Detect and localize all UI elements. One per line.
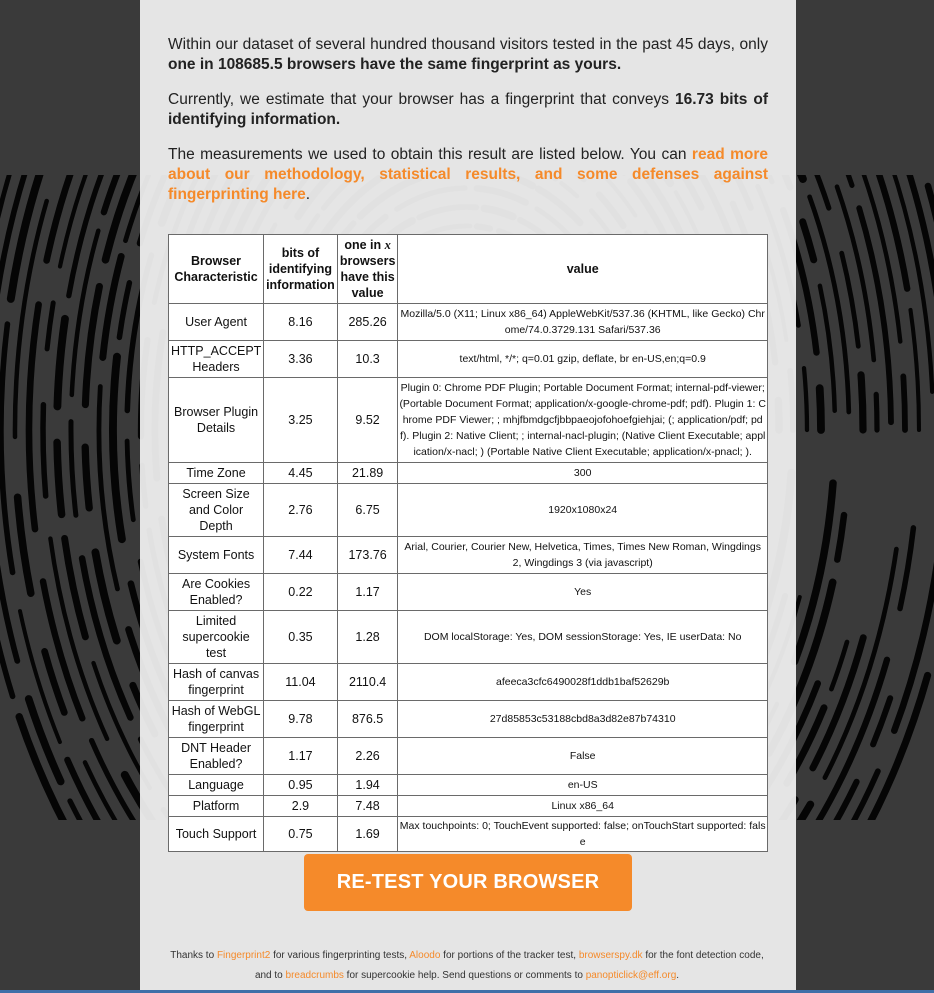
- methodology-paragraph: [168, 145, 768, 205]
- bits-cell: 2.9: [264, 796, 338, 817]
- methodology-text: The measurements we used to obtain this result are listed below. You can: [168, 146, 692, 163]
- bits-cell: 0.95: [264, 775, 338, 796]
- header-one-in: [337, 235, 398, 304]
- one-in-cell: 285.26: [337, 304, 398, 341]
- bits-cell: 9.78: [264, 701, 338, 738]
- bits-cell: 0.75: [264, 817, 338, 852]
- fingerprint-ridge: [876, 394, 877, 430]
- methodology-period: .: [305, 186, 311, 203]
- footer-text: for portions of the tracker test,: [440, 950, 579, 961]
- bits-cell: 2.76: [264, 484, 338, 537]
- fingerprint-ridge: [903, 376, 905, 430]
- bits-cell: 3.36: [264, 341, 338, 378]
- header-one-in-pre: one in: [344, 238, 385, 252]
- characteristic-cell: Language: [169, 775, 264, 796]
- one-in-cell: 1.28: [337, 611, 398, 664]
- bits-cell: 3.25: [264, 378, 338, 463]
- bits-result: 16.73 bits of identifying information.: [168, 91, 768, 128]
- table-row: [169, 611, 768, 664]
- characteristic-cell: Hash of WebGL fingerprint: [169, 701, 264, 738]
- bits-text: Currently, we estimate that your browser has a fingerprint that conveys: [168, 91, 675, 108]
- header-bits: bits of identifying information: [264, 235, 338, 304]
- table-row: [169, 775, 768, 796]
- table-header-row: [169, 235, 768, 304]
- value-cell: 27d85853c53188cbd8a3d82e87b74310: [398, 701, 768, 738]
- bits-cell: 4.45: [264, 463, 338, 484]
- breadcrumbs-link[interactable]: breadcrumbs: [285, 970, 344, 981]
- browserspy-link[interactable]: browserspy.dk: [578, 950, 643, 961]
- table-row: [169, 378, 768, 463]
- bits-cell: 1.17: [264, 738, 338, 775]
- characteristic-cell: Platform: [169, 796, 264, 817]
- bits-cell: 0.35: [264, 611, 338, 664]
- one-in-cell: 10.3: [337, 341, 398, 378]
- one-in-cell: 2110.4: [337, 664, 398, 701]
- footer-text: for the font detection code,: [642, 950, 764, 961]
- one-in-cell: 173.76: [337, 537, 398, 574]
- fingerprint-ridge: [85, 447, 89, 508]
- one-in-cell: 7.48: [337, 796, 398, 817]
- value-cell: Yes: [398, 574, 768, 611]
- fingerprint2-link[interactable]: Fingerprint2: [216, 950, 271, 961]
- characteristic-cell: Hash of canvas fingerprint: [169, 664, 264, 701]
- one-in-cell: 876.5: [337, 701, 398, 738]
- one-in-cell: 9.52: [337, 378, 398, 463]
- table-body: [169, 304, 768, 852]
- header-one-in-post: browsers have this value: [339, 254, 396, 300]
- footer-text: and to: [254, 970, 286, 981]
- table-row: [169, 664, 768, 701]
- characteristic-cell: Browser Plugin Details: [169, 378, 264, 463]
- footer-text: .: [676, 970, 680, 981]
- bits-cell: 7.44: [264, 537, 338, 574]
- uniqueness-text: Within our dataset of several hundred thousand visitors tested in the past 45 days, only: [168, 36, 768, 53]
- fingerprint-ridge: [820, 388, 821, 430]
- table-row: [169, 738, 768, 775]
- table-row: [169, 701, 768, 738]
- characteristic-cell: System Fonts: [169, 537, 264, 574]
- value-cell: Arial, Courier, Courier New, Helvetica, Times, Times New Roman, Wingdings 2, Wingdings 3 (via javascript): [398, 537, 768, 574]
- header-value: value: [398, 235, 768, 304]
- characteristic-cell: DNT Header Enabled?: [169, 738, 264, 775]
- header-one-in-x: x: [384, 238, 391, 252]
- characteristic-cell: Time Zone: [169, 463, 264, 484]
- bits-cell: 11.04: [264, 664, 338, 701]
- bits-cell: 0.22: [264, 574, 338, 611]
- value-cell: Mozilla/5.0 (X11; Linux x86_64) AppleWebKit/537.36 (KHTML, like Gecko) Chrome/74.0.3729.131 Safari/537.36: [398, 304, 768, 341]
- value-cell: afeeca3cfc6490028f1ddb1baf52629b: [398, 664, 768, 701]
- credits-footer: [150, 946, 784, 986]
- characteristic-cell: HTTP_ACCEPT Headers: [169, 341, 264, 378]
- retest-button[interactable]: RE-TEST YOUR BROWSER: [304, 854, 632, 911]
- characteristic-cell: User Agent: [169, 304, 264, 341]
- uniqueness-result: one in 108685.5 browsers have the same fingerprint as yours.: [168, 56, 622, 73]
- email-link[interactable]: panopticlick@eff.org: [585, 970, 677, 981]
- table-row: [169, 341, 768, 378]
- one-in-cell: 1.69: [337, 817, 398, 852]
- characteristic-cell: Touch Support: [169, 817, 264, 852]
- value-cell: DOM localStorage: Yes, DOM sessionStorage: Yes, IE userData: No: [398, 611, 768, 664]
- table-row: [169, 304, 768, 341]
- bits-paragraph: [168, 90, 768, 130]
- value-cell: text/html, */*; q=0.01 gzip, deflate, br en-US,en;q=0.9: [398, 341, 768, 378]
- results-table: [168, 234, 768, 852]
- value-cell: en-US: [398, 775, 768, 796]
- value-cell: 1920x1080x24: [398, 484, 768, 537]
- footer-text: for supercookie help. Send questions or comments to: [343, 970, 586, 981]
- value-cell: Linux x86_64: [398, 796, 768, 817]
- one-in-cell: 1.94: [337, 775, 398, 796]
- table-row: [169, 463, 768, 484]
- uniqueness-paragraph: [168, 35, 768, 75]
- aloodo-link[interactable]: Aloodo: [409, 950, 441, 961]
- header-characteristic: Browser Characteristic: [169, 235, 264, 304]
- one-in-cell: 6.75: [337, 484, 398, 537]
- fingerprint-ridge: [861, 375, 863, 430]
- fingerprint-ridge: [57, 442, 62, 514]
- table-row: [169, 574, 768, 611]
- value-cell: Max touchpoints: 0; TouchEvent supported: false; onTouchStart supported: false: [398, 817, 768, 852]
- footer-text: for various fingerprinting tests,: [270, 950, 410, 961]
- characteristic-cell: Limited supercookie test: [169, 611, 264, 664]
- footer-text: Thanks to: [170, 950, 217, 961]
- value-cell: 300: [398, 463, 768, 484]
- one-in-cell: 1.17: [337, 574, 398, 611]
- one-in-cell: 21.89: [337, 463, 398, 484]
- value-cell: False: [398, 738, 768, 775]
- table-row: [169, 537, 768, 574]
- one-in-cell: 2.26: [337, 738, 398, 775]
- table-row: [169, 484, 768, 537]
- fingerprint-ridge: [43, 405, 46, 496]
- bits-cell: 8.16: [264, 304, 338, 341]
- methodology-link[interactable]: read more about our methodology, statistical results, and some defenses against fingerprinting here: [168, 146, 769, 203]
- characteristic-cell: Are Cookies Enabled?: [169, 574, 264, 611]
- table-row: [169, 817, 768, 852]
- table-row: [169, 796, 768, 817]
- value-cell: Plugin 0: Chrome PDF Plugin; Portable Document Format; internal-pdf-viewer; (Portable Document Format; application/x-google-chrome-pdf; pdf). Plugin 1: Chrome PDF Viewer; ; mhjfbmdgcfjbbpaeojofohoefgiehjai; (; application/pdf; pdf). Plugin 2: Native Client; ; internal-nacl-plugin; (Native Client Executable; application/x-nacl; ) (Portable Native Client Executable; application/x-pnacl; ).: [398, 378, 768, 463]
- characteristic-cell: Screen Size and Color Depth: [169, 484, 264, 537]
